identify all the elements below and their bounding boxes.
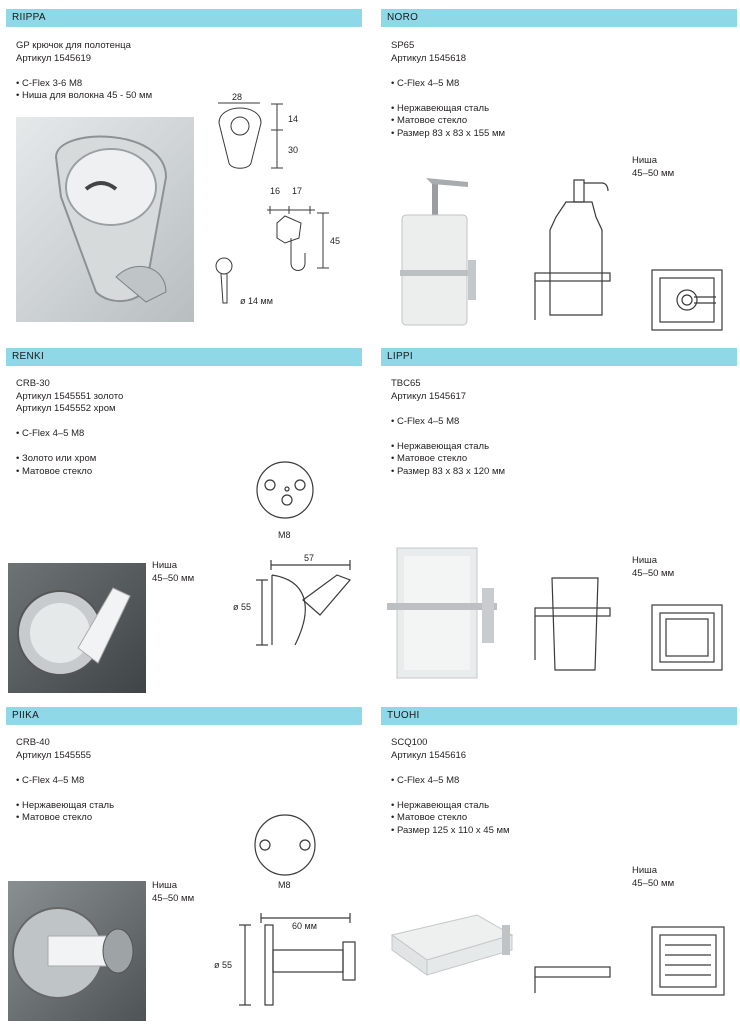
noro-photo bbox=[382, 160, 490, 335]
piika-bullet: • C-Flex 4–5 M8 bbox=[16, 774, 85, 786]
riippa-dim-h3: 45 bbox=[330, 236, 341, 246]
renki-model: CRB-30 bbox=[16, 378, 50, 389]
lippi-bullet: • C-Flex 4–5 M8 bbox=[391, 415, 460, 427]
riippa-dim-h2: 30 bbox=[288, 145, 299, 155]
niche-size: 45–50 мм bbox=[632, 877, 675, 889]
piika-dim-dia: ø 55 bbox=[214, 960, 233, 970]
piika-niche bbox=[152, 880, 194, 905]
spacer bbox=[16, 787, 114, 800]
spacer bbox=[16, 416, 123, 429]
renki-niche bbox=[152, 560, 194, 585]
lippi-model: TBC65 bbox=[391, 378, 421, 389]
lippi-bullet: • Нержавеющая сталь bbox=[391, 440, 490, 452]
piika-model: CRB-40 bbox=[16, 737, 50, 748]
lippi-bullet: • Размер 83 x 83 x 120 мм bbox=[391, 465, 505, 477]
section-header-lippi: LIPPI bbox=[381, 348, 737, 366]
niche-label: Ниша bbox=[632, 865, 658, 876]
renki-article: Артикул 1545551 золото bbox=[16, 390, 124, 402]
niche-label: Ниша bbox=[152, 560, 178, 571]
renki-bullet: • Матовое стекло bbox=[16, 465, 93, 477]
tuohi-bullet: • Нержавеющая сталь bbox=[391, 799, 490, 811]
niche-label: Ниша bbox=[632, 155, 658, 166]
niche-label: Ниша bbox=[152, 880, 178, 891]
section-header-piika: PIIKA bbox=[6, 707, 362, 725]
riippa-article: Артикул 1545619 bbox=[16, 52, 92, 64]
tuohi-bullet: • C-Flex 4–5 M8 bbox=[391, 774, 460, 786]
tuohi-niche bbox=[632, 865, 674, 890]
riippa-dim-width: 28 bbox=[232, 92, 243, 102]
riippa-dim-d2: 17 bbox=[292, 186, 303, 196]
spacer bbox=[391, 787, 510, 800]
spacer bbox=[391, 762, 510, 775]
tuohi-drawing bbox=[530, 905, 730, 1015]
noro-description bbox=[391, 40, 505, 140]
niche-label: Ниша bbox=[632, 555, 658, 566]
renki-bullet: • Золото или хром bbox=[16, 453, 97, 464]
renki-dim-m8: M8 bbox=[278, 530, 291, 540]
spacer bbox=[391, 403, 505, 416]
spacer bbox=[16, 65, 152, 78]
niche-size: 45–50 мм bbox=[152, 572, 195, 584]
piika-description bbox=[16, 737, 114, 825]
riippa-bullet: • C-Flex 3-6 M8 bbox=[16, 77, 83, 89]
lippi-bullet: • Матовое стекло bbox=[391, 453, 468, 464]
piika-bullet: • Матовое стекло bbox=[16, 812, 93, 823]
piika-dim-m8: M8 bbox=[278, 880, 291, 890]
niche-size: 45–50 мм bbox=[152, 892, 195, 904]
noro-drawing bbox=[530, 175, 730, 335]
noro-bullet: • C-Flex 4–5 M8 bbox=[391, 77, 460, 89]
piika-photo bbox=[8, 881, 146, 1021]
renki-dim-dia: ø 55 bbox=[233, 602, 252, 612]
riippa-dim-h1: 14 bbox=[288, 114, 299, 124]
tuohi-description bbox=[391, 737, 510, 837]
spacer bbox=[16, 762, 114, 775]
riippa-dim-dia: ø 14 мм bbox=[240, 296, 273, 306]
noro-bullet: • Матовое стекло bbox=[391, 115, 468, 126]
spacer bbox=[391, 65, 505, 78]
spacer bbox=[391, 90, 505, 103]
riippa-photo bbox=[16, 117, 194, 322]
piika-dim-length: 60 мм bbox=[292, 921, 317, 931]
renki-bullet: • C-Flex 4–5 M8 bbox=[16, 428, 85, 439]
tuohi-model: SCQ100 bbox=[391, 737, 428, 748]
tuohi-bullet: • Размер 125 x 110 x 45 мм bbox=[391, 824, 510, 836]
lippi-photo bbox=[382, 528, 507, 693]
noro-model: SP65 bbox=[391, 40, 415, 51]
section-header-riippa: RIIPPA bbox=[6, 9, 362, 27]
riippa-drawing bbox=[205, 88, 355, 323]
riippa-description bbox=[16, 40, 152, 103]
noro-article: Артикул 1545618 bbox=[391, 52, 467, 64]
piika-drawing bbox=[225, 800, 365, 1020]
renki-article: Артикул 1545552 хром bbox=[16, 403, 116, 414]
section-header-renki: RENKI bbox=[6, 348, 362, 366]
renki-photo bbox=[8, 563, 146, 693]
piika-article: Артикул 1545555 bbox=[16, 749, 92, 761]
riippa-dim-d1: 16 bbox=[270, 186, 281, 196]
spacer bbox=[16, 441, 123, 454]
tuohi-photo bbox=[382, 895, 522, 990]
niche-size: 45–50 мм bbox=[632, 567, 675, 579]
section-header-tuohi: TUOHI bbox=[381, 707, 737, 725]
tuohi-article: Артикул 1545616 bbox=[391, 749, 467, 761]
tuohi-bullet: • Матовое стекло bbox=[391, 812, 468, 823]
renki-drawing bbox=[225, 455, 365, 655]
riippa-model: GP крючок для полотенца bbox=[16, 40, 131, 51]
renki-dim-length: 57 bbox=[304, 553, 315, 563]
lippi-description bbox=[391, 378, 505, 478]
niche-size: 45–50 мм bbox=[632, 167, 675, 179]
piika-bullet: • Нержавеющая сталь bbox=[16, 799, 115, 811]
noro-bullet: • Размер 83 x 83 x 155 мм bbox=[391, 127, 505, 139]
spacer bbox=[391, 428, 505, 441]
renki-description bbox=[16, 378, 123, 478]
noro-bullet: • Нержавеющая сталь bbox=[391, 102, 490, 114]
riippa-bullet: • Ниша для волокна 45 - 50 мм bbox=[16, 90, 153, 101]
lippi-drawing bbox=[530, 567, 730, 690]
lippi-article: Артикул 1545617 bbox=[391, 390, 467, 402]
section-header-noro: NORO bbox=[381, 9, 737, 27]
